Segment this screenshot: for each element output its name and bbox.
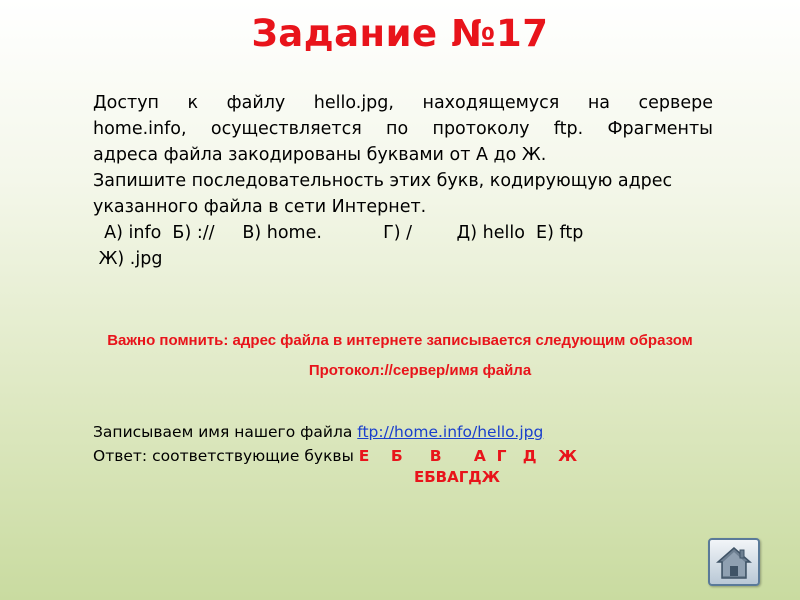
remember-note: Важно помнить: адрес файла в интернете записывается следующим образом bbox=[107, 332, 693, 349]
task-line: home.info, осуществляется по протоколу ftp. Фрагменты bbox=[93, 119, 713, 139]
answer-options: А) info Б) :// В) home. Г) / Д) hello Е) ftp bbox=[93, 223, 584, 243]
home-icon bbox=[714, 543, 754, 583]
file-url-link[interactable]: ftp://home.info/hello.jpg bbox=[357, 423, 544, 441]
final-answer: ЕБВАГДЖ bbox=[414, 468, 501, 486]
home-button[interactable] bbox=[708, 538, 760, 586]
answer-url-line bbox=[93, 420, 693, 444]
slide-title: Задание №17 bbox=[251, 12, 549, 55]
address-pattern: Протокол://сервер/имя файла bbox=[308, 362, 532, 379]
task-line: Доступ к файлу hello.jpg, находящемуся на сервере bbox=[93, 93, 713, 113]
answer-prefix: Записываем имя нашего файла bbox=[93, 423, 358, 441]
answer-block bbox=[93, 420, 693, 468]
answer-letters: Е Б В А Г Д Ж bbox=[358, 447, 578, 465]
task-line: адреса файла закодированы буквами от А до Ж. bbox=[93, 145, 547, 165]
answer-label: Ответ: соответствующие буквы bbox=[93, 447, 359, 465]
task-text bbox=[93, 90, 713, 272]
answer-letters-line bbox=[93, 444, 693, 468]
answer-options: Ж) .jpg bbox=[93, 249, 163, 269]
task-line: указанного файла в сети Интернет. bbox=[93, 197, 427, 217]
task-line: Запишите последовательность этих букв, кодирующую адрес bbox=[93, 171, 673, 191]
